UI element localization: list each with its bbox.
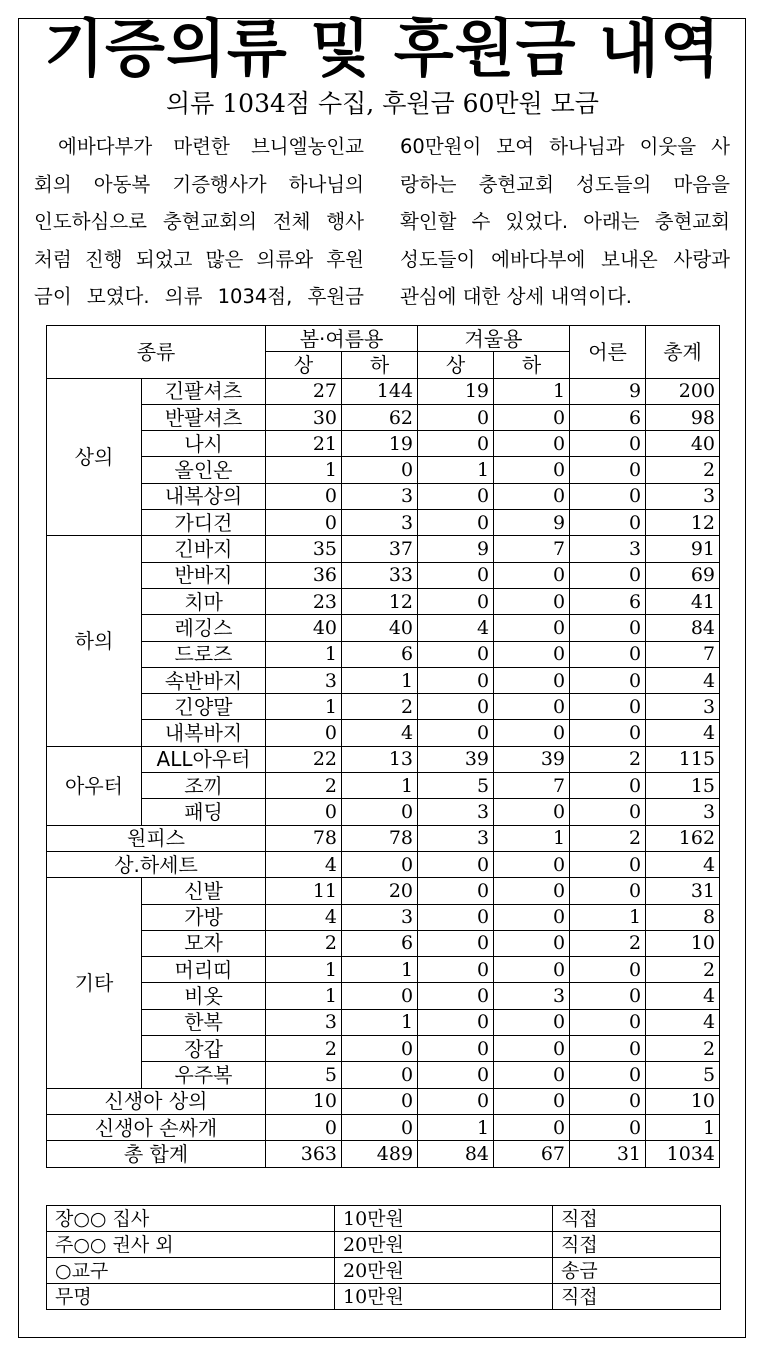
value-cell: 3: [646, 483, 720, 509]
value-cell: 9: [418, 536, 494, 562]
value-cell: 0: [570, 983, 646, 1009]
value-cell: 0: [494, 667, 570, 693]
header-top: 상: [418, 352, 494, 378]
value-cell: 4: [342, 720, 418, 746]
value-cell: 0: [570, 1036, 646, 1062]
value-cell: 0: [494, 720, 570, 746]
value-cell: 3: [646, 799, 720, 825]
item-name: 드로즈: [142, 641, 266, 667]
value-cell: 36: [266, 562, 342, 588]
value-cell: 0: [418, 983, 494, 1009]
value-cell: 2: [266, 930, 342, 956]
table-row: [47, 746, 720, 772]
value-cell: 9: [570, 378, 646, 404]
table-row: [47, 641, 720, 667]
donor-name: 주○○ 권사 외: [47, 1232, 335, 1258]
value-cell: 0: [570, 457, 646, 483]
value-cell: 0: [494, 431, 570, 457]
value-cell: 0: [494, 878, 570, 904]
value-cell: 0: [342, 983, 418, 1009]
value-cell: 0: [494, 957, 570, 983]
donation-row: [47, 1232, 721, 1258]
value-cell: 0: [418, 1036, 494, 1062]
row-category: 총 합계: [47, 1141, 266, 1167]
value-cell: 3: [494, 983, 570, 1009]
value-cell: 0: [570, 720, 646, 746]
value-cell: 0: [418, 667, 494, 693]
value-cell: 69: [646, 562, 720, 588]
value-cell: 11: [266, 878, 342, 904]
value-cell: 0: [494, 799, 570, 825]
value-cell: 84: [418, 1141, 494, 1167]
article-line: 회의 아동복 기증행사가 하나님의: [34, 172, 364, 196]
row-category: 상.하세트: [47, 851, 266, 877]
table-row: [47, 904, 720, 930]
donation-method: 직접: [553, 1232, 721, 1258]
donation-amount: 20만원: [335, 1258, 553, 1284]
group-category: 하의: [47, 536, 142, 746]
value-cell: 0: [494, 904, 570, 930]
value-cell: 7: [494, 536, 570, 562]
value-cell: 0: [570, 1062, 646, 1088]
value-cell: 0: [570, 1088, 646, 1114]
value-cell: 0: [418, 588, 494, 614]
group-category: 상의: [47, 378, 142, 536]
value-cell: 15: [646, 773, 720, 799]
value-cell: 0: [494, 1114, 570, 1140]
value-cell: 7: [646, 641, 720, 667]
value-cell: 20: [342, 878, 418, 904]
item-name: 모자: [142, 930, 266, 956]
value-cell: 2: [646, 457, 720, 483]
item-name: 긴팔셔츠: [142, 378, 266, 404]
value-cell: 37: [342, 536, 418, 562]
donation-method: 직접: [553, 1206, 721, 1232]
row-category: 신생아 상의: [47, 1088, 266, 1114]
table-row: [47, 588, 720, 614]
item-name: 치마: [142, 588, 266, 614]
value-cell: 3: [418, 799, 494, 825]
value-cell: 2: [570, 746, 646, 772]
value-cell: 2: [570, 825, 646, 851]
donation-row: [47, 1206, 721, 1232]
row-category: 원피스: [47, 825, 266, 851]
article-line: 에바다부가 마련한 브니엘농인교: [58, 135, 364, 158]
value-cell: 4: [418, 615, 494, 641]
value-cell: 0: [570, 615, 646, 641]
value-cell: 3: [342, 904, 418, 930]
value-cell: 144: [342, 378, 418, 404]
value-cell: 4: [266, 904, 342, 930]
value-cell: 2: [342, 694, 418, 720]
item-name: 올인온: [142, 457, 266, 483]
value-cell: 0: [418, 1009, 494, 1035]
value-cell: 0: [418, 1088, 494, 1114]
value-cell: 3: [418, 825, 494, 851]
value-cell: 0: [570, 694, 646, 720]
value-cell: 0: [570, 510, 646, 536]
value-cell: 10: [266, 1088, 342, 1114]
value-cell: 6: [570, 588, 646, 614]
value-cell: 4: [646, 851, 720, 877]
value-cell: 0: [418, 957, 494, 983]
value-cell: 0: [266, 720, 342, 746]
value-cell: 0: [418, 1062, 494, 1088]
article-line: 확인할 수 있었다. 아래는 충현교회: [400, 210, 730, 233]
value-cell: 1: [570, 904, 646, 930]
value-cell: 0: [494, 457, 570, 483]
header-winter: 겨울용: [418, 326, 570, 352]
item-name: ALL아우터: [142, 746, 266, 772]
value-cell: 0: [418, 904, 494, 930]
value-cell: 10: [646, 1088, 720, 1114]
value-cell: 0: [494, 562, 570, 588]
table-row: [47, 404, 720, 430]
header-adult: 어른: [570, 326, 646, 379]
table-row: [47, 1009, 720, 1035]
table-row: [47, 431, 720, 457]
table-row: [47, 562, 720, 588]
item-name: 가디건: [142, 510, 266, 536]
monetary-donation-table: [46, 1205, 721, 1310]
header-bottom: 하: [494, 352, 570, 378]
value-cell: 67: [494, 1141, 570, 1167]
value-cell: 0: [418, 483, 494, 509]
value-cell: 0: [494, 930, 570, 956]
value-cell: 6: [342, 930, 418, 956]
value-cell: 13: [342, 746, 418, 772]
value-cell: 0: [418, 562, 494, 588]
value-cell: 0: [418, 431, 494, 457]
value-cell: 0: [570, 667, 646, 693]
table-row: [47, 851, 720, 877]
value-cell: 40: [266, 615, 342, 641]
article-line: 성도들이 에바다부에 보내온 사랑과: [400, 247, 730, 271]
table-row: [47, 799, 720, 825]
value-cell: 9: [494, 510, 570, 536]
value-cell: 1: [342, 1009, 418, 1035]
value-cell: 0: [570, 957, 646, 983]
value-cell: 0: [570, 773, 646, 799]
item-name: 한복: [142, 1009, 266, 1035]
table-row: [47, 878, 720, 904]
value-cell: 1: [342, 773, 418, 799]
table-row: [47, 983, 720, 1009]
value-cell: 0: [342, 851, 418, 877]
value-cell: 40: [342, 615, 418, 641]
value-cell: 3: [342, 483, 418, 509]
value-cell: 4: [646, 1009, 720, 1035]
subheadline: 의류 1034점 수집, 후원금 60만원 모금: [166, 89, 599, 118]
value-cell: 33: [342, 562, 418, 588]
table-row: [47, 536, 720, 562]
value-cell: 23: [266, 588, 342, 614]
value-cell: 0: [494, 1009, 570, 1035]
value-cell: 0: [266, 483, 342, 509]
value-cell: 3: [342, 510, 418, 536]
value-cell: 0: [418, 720, 494, 746]
value-cell: 98: [646, 404, 720, 430]
value-cell: 0: [494, 1088, 570, 1114]
value-cell: 39: [418, 746, 494, 772]
article-line: 관심에 대한 상세 내역이다.: [400, 285, 633, 308]
value-cell: 4: [646, 720, 720, 746]
item-name: 내복바지: [142, 720, 266, 746]
value-cell: 3: [646, 694, 720, 720]
table-row: [47, 1141, 720, 1167]
value-cell: 0: [418, 930, 494, 956]
value-cell: 4: [646, 667, 720, 693]
item-name: 장갑: [142, 1036, 266, 1062]
table-row: [47, 825, 720, 851]
value-cell: 6: [570, 404, 646, 430]
group-category: 아우터: [47, 746, 142, 825]
item-name: 긴양말: [142, 694, 266, 720]
article-column-left: [34, 128, 364, 316]
table-row: [47, 510, 720, 536]
value-cell: 5: [646, 1062, 720, 1088]
value-cell: 1: [418, 1114, 494, 1140]
value-cell: 489: [342, 1141, 418, 1167]
value-cell: 3: [266, 1009, 342, 1035]
article-line: 금이 모였다. 의류 1034점, 후원금: [34, 285, 364, 308]
value-cell: 363: [266, 1141, 342, 1167]
table-row: [47, 930, 720, 956]
clothing-donation-table: [46, 325, 720, 1168]
value-cell: 1: [494, 378, 570, 404]
value-cell: 10: [646, 930, 720, 956]
value-cell: 1: [646, 1114, 720, 1140]
value-cell: 0: [494, 615, 570, 641]
item-name: 비옷: [142, 983, 266, 1009]
value-cell: 0: [418, 694, 494, 720]
value-cell: 78: [266, 825, 342, 851]
article-line: 랑하는 충현교회 성도들의 마음을: [400, 172, 730, 196]
item-name: 반팔셔츠: [142, 404, 266, 430]
value-cell: 31: [570, 1141, 646, 1167]
value-cell: 0: [494, 1062, 570, 1088]
header-spring-summer: 봄·여름용: [266, 326, 418, 352]
article-line: 60만원이 모여 하나님과 이웃을 사: [400, 135, 730, 158]
table-row: [47, 694, 720, 720]
value-cell: 0: [342, 1114, 418, 1140]
value-cell: 0: [494, 588, 570, 614]
donation-row: [47, 1258, 721, 1284]
value-cell: 2: [266, 1036, 342, 1062]
value-cell: 2: [266, 773, 342, 799]
donor-name: 장○○ 집사: [47, 1206, 335, 1232]
value-cell: 1: [266, 983, 342, 1009]
value-cell: 7: [494, 773, 570, 799]
header-kind: 종류: [47, 326, 266, 379]
value-cell: 19: [342, 431, 418, 457]
value-cell: 0: [570, 799, 646, 825]
value-cell: 0: [418, 878, 494, 904]
value-cell: 0: [494, 694, 570, 720]
value-cell: 0: [266, 799, 342, 825]
value-cell: 0: [494, 851, 570, 877]
value-cell: 39: [494, 746, 570, 772]
value-cell: 2: [570, 930, 646, 956]
value-cell: 0: [570, 851, 646, 877]
value-cell: 62: [342, 404, 418, 430]
value-cell: 78: [342, 825, 418, 851]
header-bottom: 하: [342, 352, 418, 378]
value-cell: 0: [418, 404, 494, 430]
item-name: 나시: [142, 431, 266, 457]
item-name: 우주복: [142, 1062, 266, 1088]
value-cell: 41: [646, 588, 720, 614]
value-cell: 1: [266, 641, 342, 667]
value-cell: 6: [342, 641, 418, 667]
item-name: 내복상의: [142, 483, 266, 509]
value-cell: 4: [646, 983, 720, 1009]
table-row: [47, 378, 720, 404]
value-cell: 0: [266, 1114, 342, 1140]
value-cell: 0: [342, 457, 418, 483]
value-cell: 0: [494, 483, 570, 509]
value-cell: 1: [342, 957, 418, 983]
value-cell: 0: [266, 510, 342, 536]
value-cell: 19: [418, 378, 494, 404]
value-cell: 12: [646, 510, 720, 536]
table-row: [47, 457, 720, 483]
value-cell: 0: [494, 1036, 570, 1062]
item-name: 조끼: [142, 773, 266, 799]
table-row: [47, 1088, 720, 1114]
value-cell: 0: [570, 562, 646, 588]
value-cell: 2: [646, 1036, 720, 1062]
value-cell: 40: [646, 431, 720, 457]
value-cell: 1: [494, 825, 570, 851]
value-cell: 5: [418, 773, 494, 799]
value-cell: 21: [266, 431, 342, 457]
value-cell: 0: [570, 1114, 646, 1140]
item-name: 머리띠: [142, 957, 266, 983]
row-category: 신생아 손싸개: [47, 1114, 266, 1140]
table-row: [47, 957, 720, 983]
article-line: 처럼 진행 되었고 많은 의류와 후원: [34, 247, 364, 271]
value-cell: 1: [418, 457, 494, 483]
group-category: 기타: [47, 878, 142, 1088]
value-cell: 3: [570, 536, 646, 562]
table-row: [47, 720, 720, 746]
value-cell: 3: [266, 667, 342, 693]
donation-amount: 10만원: [335, 1206, 553, 1232]
value-cell: 0: [570, 483, 646, 509]
item-name: 속반바지: [142, 667, 266, 693]
value-cell: 8: [646, 904, 720, 930]
item-name: 긴바지: [142, 536, 266, 562]
donation-method: 송금: [553, 1258, 721, 1284]
value-cell: 0: [494, 404, 570, 430]
table-row: [47, 615, 720, 641]
article-column-right: [400, 128, 730, 316]
table-row: [47, 483, 720, 509]
table-row: [47, 1036, 720, 1062]
donation-amount: 10만원: [335, 1284, 553, 1310]
donor-name: 무명: [47, 1284, 335, 1310]
value-cell: 1: [266, 457, 342, 483]
value-cell: 84: [646, 615, 720, 641]
value-cell: 162: [646, 825, 720, 851]
item-name: 가방: [142, 904, 266, 930]
value-cell: 12: [342, 588, 418, 614]
article-line: 인도하심으로 충현교회의 전체 행사: [34, 210, 364, 233]
item-name: 레깅스: [142, 615, 266, 641]
value-cell: 0: [418, 641, 494, 667]
item-name: 반바지: [142, 562, 266, 588]
value-cell: 1034: [646, 1141, 720, 1167]
value-cell: 91: [646, 536, 720, 562]
value-cell: 0: [570, 1009, 646, 1035]
table-body: [47, 378, 720, 1167]
value-cell: 0: [342, 799, 418, 825]
donation-row: [47, 1284, 721, 1310]
header-total: 총계: [646, 326, 720, 379]
value-cell: 2: [646, 957, 720, 983]
headline: 기증의류 및 후원금 내역: [44, 12, 721, 85]
value-cell: 0: [494, 641, 570, 667]
value-cell: 1: [266, 957, 342, 983]
value-cell: 1: [266, 694, 342, 720]
value-cell: 0: [342, 1036, 418, 1062]
value-cell: 27: [266, 378, 342, 404]
table-row: [47, 1062, 720, 1088]
donation-amount: 20만원: [335, 1232, 553, 1258]
donor-name: ○교구: [47, 1258, 335, 1284]
value-cell: 0: [418, 851, 494, 877]
table-row: [47, 1114, 720, 1140]
value-cell: 115: [646, 746, 720, 772]
value-cell: 30: [266, 404, 342, 430]
value-cell: 4: [266, 851, 342, 877]
value-cell: 0: [342, 1088, 418, 1114]
value-cell: 0: [570, 878, 646, 904]
value-cell: 35: [266, 536, 342, 562]
item-name: 패딩: [142, 799, 266, 825]
value-cell: 5: [266, 1062, 342, 1088]
value-cell: 0: [570, 641, 646, 667]
donation-method: 직접: [553, 1284, 721, 1310]
table-row: [47, 773, 720, 799]
value-cell: 31: [646, 878, 720, 904]
value-cell: 0: [418, 510, 494, 536]
value-cell: 0: [342, 1062, 418, 1088]
value-cell: 200: [646, 378, 720, 404]
value-cell: 1: [342, 667, 418, 693]
header-top: 상: [266, 352, 342, 378]
table-row: [47, 667, 720, 693]
value-cell: 22: [266, 746, 342, 772]
value-cell: 0: [570, 431, 646, 457]
item-name: 신발: [142, 878, 266, 904]
